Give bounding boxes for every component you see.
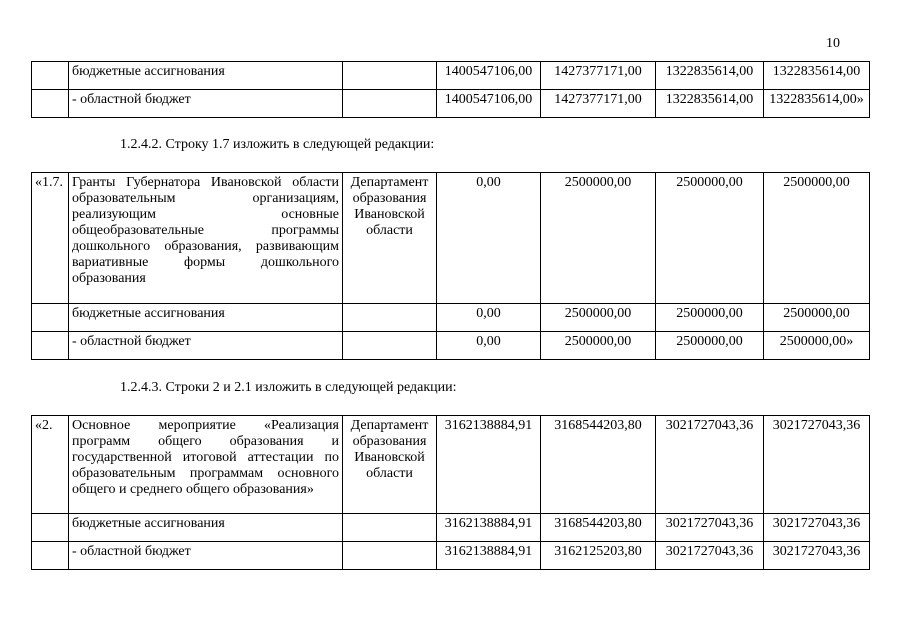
value-cell: 1427377171,00 [541,90,656,118]
row-executor [343,90,437,118]
value-cell: 2500000,00 [541,173,656,304]
table-row [32,173,870,304]
row-number [32,304,69,332]
value-cell: 3162138884,91 [437,416,541,514]
table-row [32,416,870,514]
row-name: - областной бюджет [69,542,343,570]
value-cell: 2500000,00 [764,173,870,304]
value-cell: 1400547106,00 [437,62,541,90]
row-number [32,332,69,360]
row-name: Гранты Губернатора Ивановской области образовательным организациям, реализующим основные общеобразовательные программы дошкольного образования, развивающим вариативные формы дошкольного образования [69,173,343,304]
value-cell: 3168544203,80 [541,416,656,514]
row-executor: Департамент образования Ивановской области [343,173,437,304]
value-cell: 2500000,00» [764,332,870,360]
value-cell: 3021727043,36 [764,514,870,542]
table-row [32,90,870,118]
row-number: «2. [32,416,69,514]
row-number [32,90,69,118]
row-name: - областной бюджет [69,332,343,360]
row-name: Основное мероприятие «Реализация программ общего образования и государственной итоговой аттестации по образовательным программам основного общего и среднего общего образования» [69,416,343,514]
row-executor [343,542,437,570]
table-row [32,542,870,570]
row-number [32,542,69,570]
row-executor [343,304,437,332]
row-executor [343,514,437,542]
budget-table-2 [31,172,870,360]
table-row [32,62,870,90]
value-cell: 1322835614,00 [656,62,764,90]
value-cell: 3168544203,80 [541,514,656,542]
row-executor [343,62,437,90]
value-cell: 1322835614,00 [764,62,870,90]
row-number [32,514,69,542]
value-cell: 3021727043,36 [656,514,764,542]
value-cell: 1322835614,00 [656,90,764,118]
budget-table-1 [31,61,870,118]
row-name: бюджетные ассигнования [69,514,343,542]
value-cell: 0,00 [437,332,541,360]
value-cell: 0,00 [437,173,541,304]
value-cell: 3162125203,80 [541,542,656,570]
page-number: 10 [826,36,840,51]
row-name: бюджетные ассигнования [69,62,343,90]
value-cell: 2500000,00 [541,304,656,332]
value-cell: 1322835614,00» [764,90,870,118]
value-cell: 3162138884,91 [437,514,541,542]
value-cell: 0,00 [437,304,541,332]
table-row [32,332,870,360]
table-row [32,304,870,332]
row-executor [343,332,437,360]
value-cell: 3021727043,36 [764,416,870,514]
value-cell: 2500000,00 [541,332,656,360]
row-number [32,62,69,90]
row-number: «1.7. [32,173,69,304]
row-executor: Департамент образования Ивановской области [343,416,437,514]
value-cell: 1400547106,00 [437,90,541,118]
value-cell: 2500000,00 [656,304,764,332]
value-cell: 3021727043,36 [656,542,764,570]
value-cell: 1427377171,00 [541,62,656,90]
value-cell: 2500000,00 [656,332,764,360]
value-cell: 3021727043,36 [764,542,870,570]
instruction-paragraph: 1.2.4.3. Строки 2 и 2.1 изложить в следующей редакции: [120,380,457,395]
value-cell: 2500000,00 [656,173,764,304]
value-cell: 3162138884,91 [437,542,541,570]
value-cell: 2500000,00 [764,304,870,332]
budget-table-3 [31,415,870,570]
instruction-paragraph: 1.2.4.2. Строку 1.7 изложить в следующей редакции: [120,137,435,152]
row-name: бюджетные ассигнования [69,304,343,332]
row-name: - областной бюджет [69,90,343,118]
table-row [32,514,870,542]
value-cell: 3021727043,36 [656,416,764,514]
